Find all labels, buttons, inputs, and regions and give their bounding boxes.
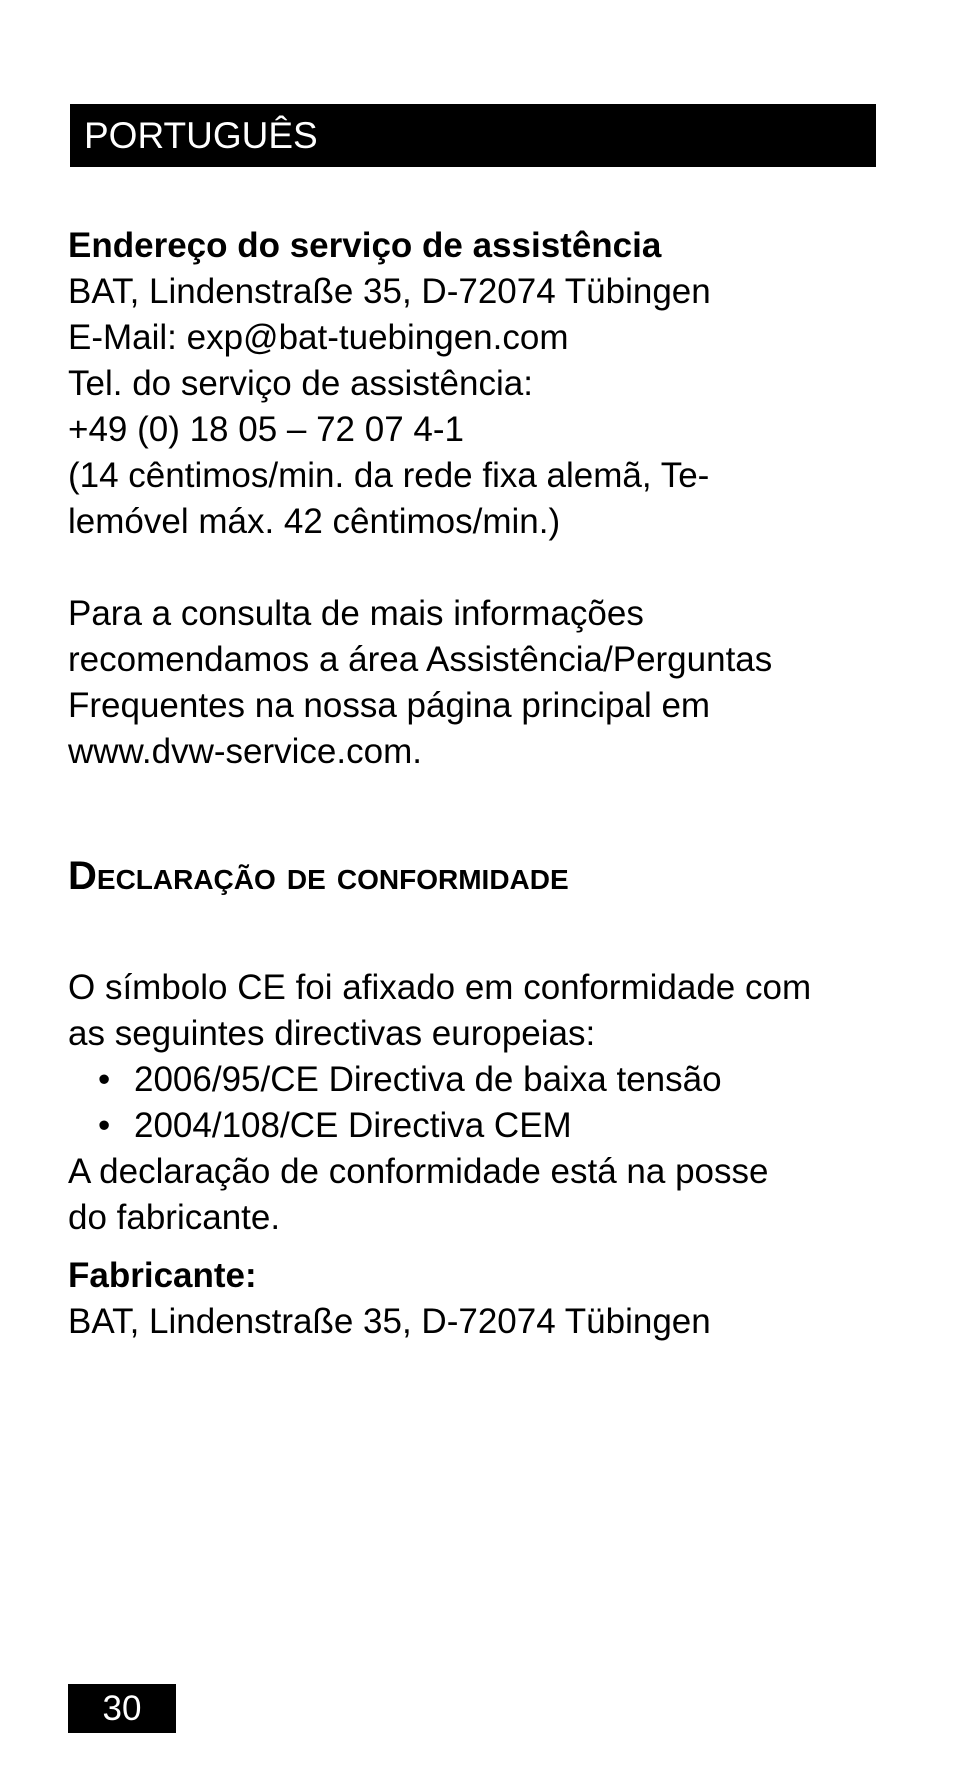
directive-list-item: [68, 1057, 898, 1103]
manufacturer-spacer: [68, 1241, 898, 1253]
service-title: Endereço do serviço de assistência: [68, 226, 662, 265]
conformity-intro-line-1: O símbolo CE foi afixado em conformidade com: [68, 968, 812, 1007]
info-section: [68, 591, 898, 775]
service-email: E-Mail: exp@bat-tuebingen.com: [68, 318, 569, 357]
manufacturer-label: Fabricante:: [68, 1256, 257, 1295]
conformity-intro-line-2: as seguintes directivas europeias:: [68, 1014, 596, 1053]
service-rate-line-1: (14 cêntimos/min. da rede fixa alemã, Te-: [68, 456, 710, 495]
conformity-section: [68, 965, 898, 1345]
heading-spacer: [68, 899, 898, 965]
paragraph-spacer: [68, 545, 898, 591]
info-line-2: recomendamos a área Assistência/Perguntas: [68, 640, 773, 679]
conformity-statement-line-1: A declaração de conformidade está na posse: [68, 1152, 769, 1191]
language-header: [70, 104, 876, 167]
conformity-statement-line-2: do fabricante.: [68, 1198, 281, 1237]
service-phone: +49 (0) 18 05 – 72 07 4-1: [68, 410, 464, 449]
directive-text: 2004/108/CE Directiva CEM: [134, 1106, 572, 1145]
service-phone-label: Tel. do serviço de assistência:: [68, 364, 533, 403]
service-rate-line-2: lemóvel máx. 42 cêntimos/min.): [68, 502, 561, 541]
bullet-icon: •: [98, 1060, 111, 1099]
language-label: PORTUGUÊS: [84, 115, 318, 156]
info-line-4: www.dvw-service.com.: [68, 732, 422, 771]
info-line-3: Frequentes na nossa página principal em: [68, 686, 711, 725]
conformity-heading: Declaração de conformidade: [68, 854, 569, 898]
bullet-icon: •: [98, 1106, 111, 1145]
info-line-1: Para a consulta de mais informações: [68, 594, 644, 633]
page-number: 30: [68, 1684, 176, 1733]
directive-text: 2006/95/CE Directiva de baixa tensão: [134, 1060, 722, 1099]
service-section: [68, 223, 898, 545]
directive-list-item: [68, 1103, 898, 1149]
manufacturer-address: BAT, Lindenstraße 35, D-72074 Tübingen: [68, 1302, 711, 1341]
page-content: [68, 223, 898, 1345]
service-address: BAT, Lindenstraße 35, D-72074 Tübingen: [68, 272, 711, 311]
